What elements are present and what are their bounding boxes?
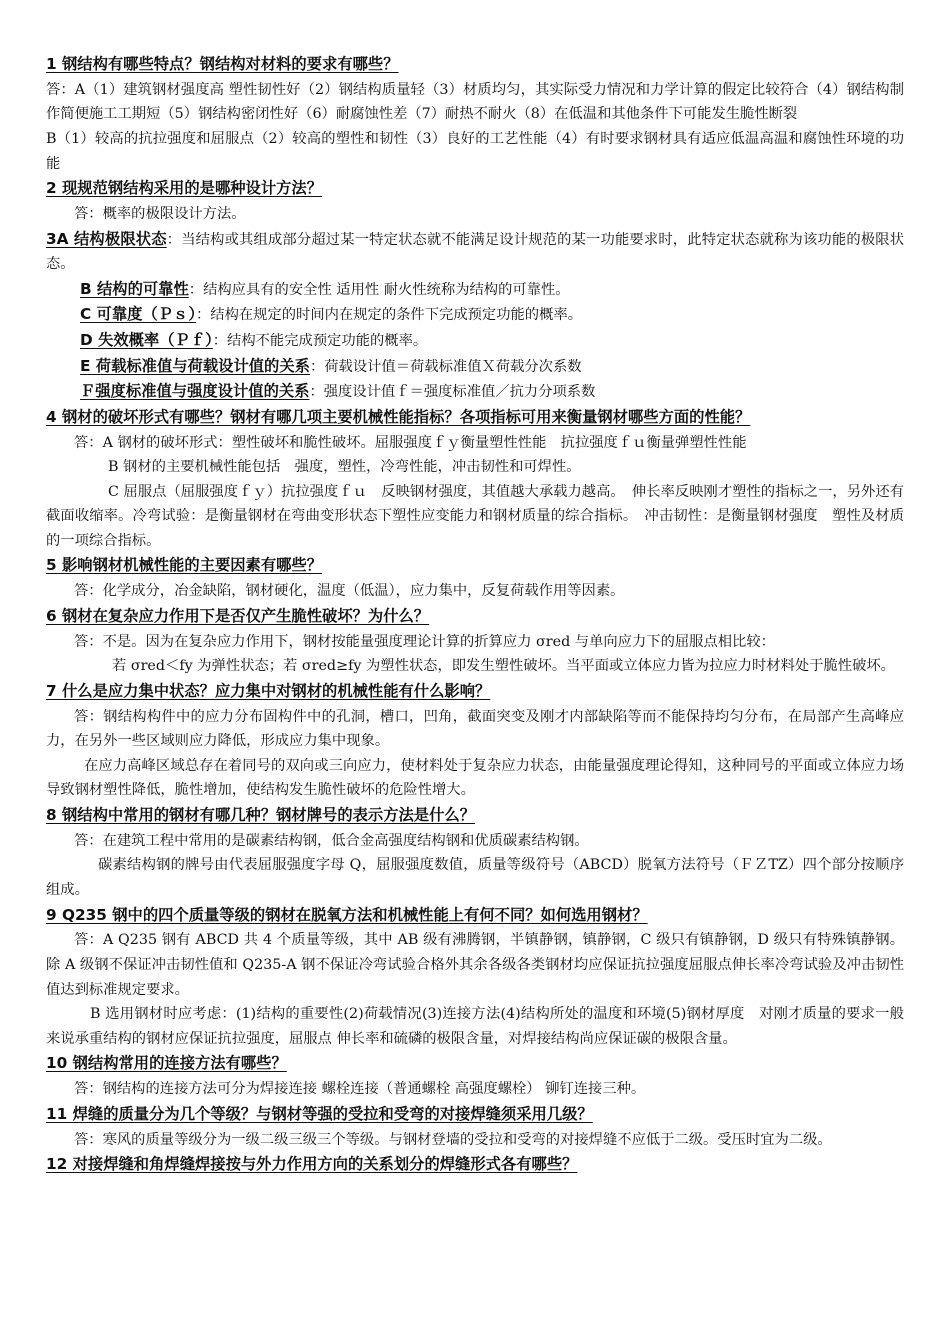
document-page — [46, 52, 904, 1178]
question-1-title: 1 钢结构有哪些特点？钢结构对材料的要求有哪些？ — [46, 55, 399, 73]
answer-6-part-a: 答：不是。因为在复杂应力作用下，钢材按能量强度理论计算的折算应力 σred 与单向应力下的屈服点相比较： — [74, 633, 775, 650]
definition-load-values: ：荷载设计值＝荷载标准值Ｘ荷载分次系数 — [309, 358, 582, 375]
question-8-title: 8 钢结构中常用的钢材有哪几种？钢材牌号的表示方法是什么？ — [46, 806, 475, 825]
answer-8-part-a: 答：在建筑工程中常用的是碳素结构钢，低合金高强度结构钢和优质碳素结构钢。 — [74, 832, 589, 849]
term-load-values: E 荷载标准值与荷载设计值的关系 — [80, 356, 310, 375]
term-reliability-degree: C 可靠度（Ｐｓ） — [80, 305, 196, 324]
answer-2: 答：概率的极限设计方法。 — [74, 205, 246, 222]
answer-4-part-a: 答：A 钢材的破坏形式：塑性破坏和脆性破坏。屈服强度ｆｙ衡量塑性性能 抗拉强度ｆｕ衡量弹塑性性能 — [74, 434, 747, 451]
definition-failure-probability: ：结构不能完成预定功能的概率。 — [212, 332, 428, 349]
answer-10: 答：钢结构的连接方法可分为焊接连接 螺栓连接（普通螺栓 高强度螺栓） 铆钉连接三种。 — [74, 1081, 646, 1098]
question-11-title: 11 焊缝的质量分为几个等级？与钢材等强的受拉和受弯的对接焊缝须采用几级？ — [46, 1104, 593, 1123]
answer-5: 答：化学成分，冶金缺陷，钢材硬化，温度（低温），应力集中，反复荷载作用等因素。 — [74, 583, 625, 600]
answer-9-part-b: B 选用钢材时应考虑：(1)结构的重要性(2)荷载情况(3)连接方法(4)结构所处的温度和环境(5)钢材厚度 对刚才质量的要求一般来说承重结构的钢材应保证抗拉强度，屈服点 伸长率和硫磷的极限含量，对焊接结构尚应保证碳的极限含量。 — [46, 1006, 904, 1047]
term-strength-values: Ｆ强度标准值与强度设计值的关系 — [80, 382, 310, 401]
question-4-title: 4 钢材的破坏形式有哪些？钢材有哪几项主要机械性能指标？各项指标可用来衡量钢材哪些方面的性能？ — [46, 407, 751, 426]
answer-11: 答：寒风的质量等级分为一级二级三级三个等级。与钢材登墙的受拉和受弯的对接焊缝不应低于二级。受压时宜为二级。 — [74, 1131, 832, 1148]
answer-1-part-a: 答：A（1）建筑钢材强度高 塑性韧性好（2）钢结构质量轻（3）材质均匀，其实际受力情况和力学计算的假定比较符合（4）钢结构制作简便施工工期短（5）钢结构密闭性好（6）耐腐蚀性差（7）耐热不耐火（8）在低温和其他条件下可能发生脆性断裂 — [46, 81, 904, 123]
answer-4-part-b: B 钢材的主要机械性能包括 强度，塑性，冷弯性能，冲击韧性和可焊性。 — [108, 459, 581, 476]
question-9-title: 9 Q235 钢中的四个质量等级的钢材在脱氧方法和机械性能上有何不同？如何选用钢材？ — [46, 905, 648, 924]
definition-reliability: ：结构应具有的安全性 适用性 耐火性统称为结构的可靠性。 — [188, 281, 570, 298]
definition-limit-state: ：当结构或其组成部分超过某一特定状态就不能满足设计规范的某一功能要求时，此特定状态就称为该功能的极限状态。 — [46, 231, 904, 273]
answer-6-part-b: 若 σred＜fy 为弹性状态；若 σred≥fy 为塑性状态，即发生塑性破坏。当平面或立体应力皆为拉应力时材料处于脆性破坏。 — [112, 658, 895, 675]
question-12-title: 12 对接焊缝和角焊缝焊接按与外力作用方向的关系划分的焊缝形式各有哪些？ — [46, 1155, 578, 1174]
question-5-title: 5 影响钢材机械性能的主要因素有哪些？ — [46, 556, 323, 575]
answer-7-part-a: 答：钢结构构件中的应力分布固构件中的孔洞，槽口，凹角，截面突变及刚才内部缺陷等而不能保持均匀分布，在局部产生高峰应力，在另外一些区域则应力降低，形成应力集中现象。 — [46, 708, 904, 750]
question-10-title: 10 钢结构常用的连接方法有哪些？ — [46, 1054, 287, 1073]
answer-7-part-b: 在应力高峰区域总存在着同号的双向或三向应力，使材料处于复杂应力状态，由能量强度理论得知，这种同号的平面或立体应力场导致钢材塑性降低，脆性增加，使结构发生脆性破坏的危险性增大。 — [46, 757, 904, 799]
answer-3-part-f — [46, 379, 904, 405]
definition-reliability-degree: ：结构在规定的时间内在规定的条件下完成预定功能的概率。 — [195, 307, 582, 324]
answer-9-part-a: 答：A Q235 钢有 ABCD 共 4 个质量等级，其中 AB 级有沸腾钢，半镇静钢，镇静钢，C 级只有镇静钢，D 级只有特殊镇静钢。除 A 级钢不保证冲击韧性值和 Q235-A 钢不保证冷弯试验合格外其余各级各类钢材均应保证抗拉强度屈服点伸长率冷弯试验及冲击韧性值达到标准规定要求。 — [46, 932, 904, 998]
question-2-title: 2 现规范钢结构采用的是哪种设计方法？ — [46, 179, 323, 198]
answer-3-part-d — [46, 328, 904, 354]
definition-strength-values: ：强度设计值ｆ＝强度标准值／抗力分项系数 — [309, 384, 596, 401]
question-7-title: 7 什么是应力集中状态？应力集中对钢材的机械性能有什么影响？ — [46, 681, 491, 700]
answer-3-part-e — [46, 354, 904, 380]
question-6-title: 6 钢材在复杂应力作用下是否仅产生脆性破坏？为什么？ — [46, 606, 430, 625]
answer-3-part-c — [46, 302, 904, 328]
term-limit-state: 3A 结构极限状态 — [46, 229, 167, 248]
answer-1-part-b: B（1）较高的抗拉强度和屈服点（2）较高的塑性和韧性（3）良好的工艺性能（4）有时要求钢材具有适应低温高温和腐蚀性环境的功能 — [46, 130, 904, 172]
answer-4-part-c: C 屈服点（屈服强度ｆｙ）抗拉强度ｆｕ 反映钢材强度，其值越大承载力越高。 伸长率反映刚才塑性的指标之一，另外还有截面收缩率。冷弯试验：是衡量钢材在弯曲变形状态下塑性应变能力和钢材质量的综合指标。 冲击韧性：是衡量钢材强度 塑性及材质的一项综合指标。 — [46, 483, 904, 549]
answer-3-part-a — [46, 227, 904, 277]
term-reliability: B 结构的可靠性 — [80, 279, 189, 298]
answer-8-part-b: 碳素结构钢的牌号由代表屈服强度字母 Q，屈服强度数值，质量等级符号（ABCD）脱氧方法符号（ＦＺTZ）四个部分按顺序组成。 — [46, 857, 904, 899]
answer-3-part-b — [46, 277, 904, 303]
term-failure-probability: D 失效概率（Ｐｆ） — [80, 330, 213, 349]
